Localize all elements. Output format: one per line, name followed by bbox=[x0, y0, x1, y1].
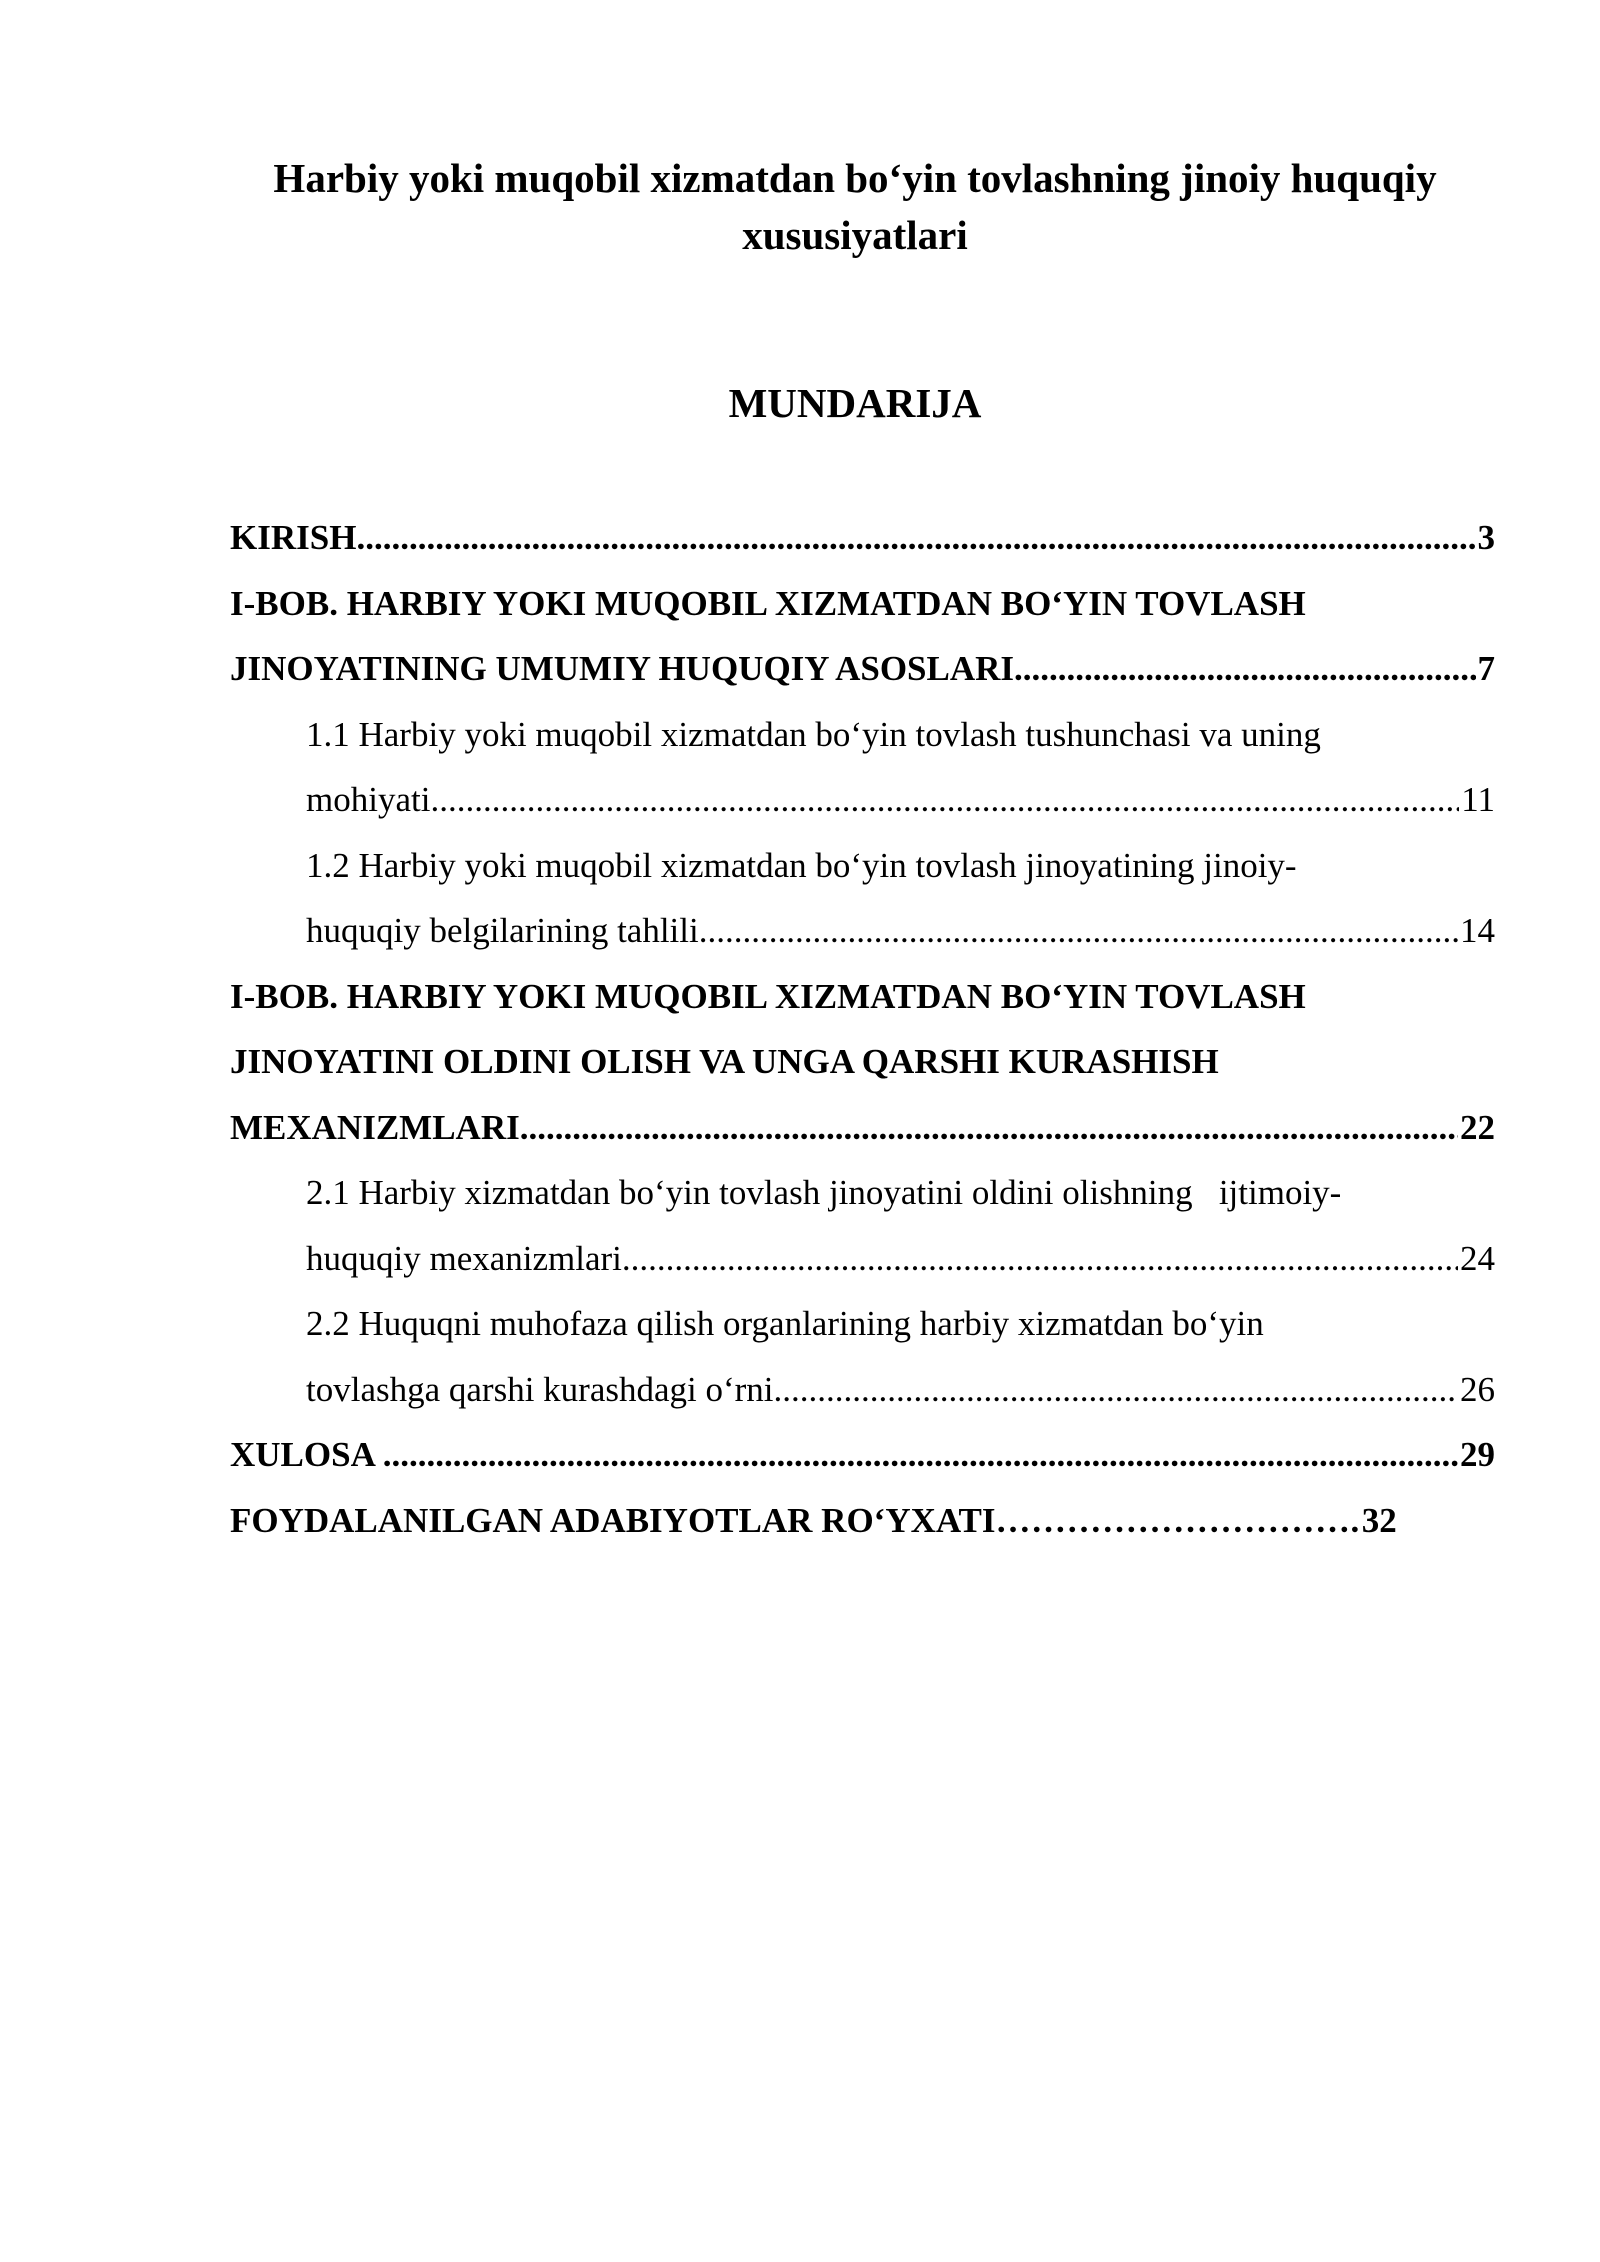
dot-leader bbox=[430, 767, 1459, 833]
toc-entry-label: mohiyati bbox=[306, 780, 431, 819]
toc-entry-label: huquqiy belgilarining tahlili bbox=[306, 911, 699, 950]
toc-entry-label: 2.1 Harbiy xizmatdan bo‘yin tovlash jinoyatini oldini olishning ijtimoiy- bbox=[306, 1173, 1342, 1212]
dot-leader: …………………………. bbox=[995, 1500, 1360, 1540]
toc-entry-label: XULOSA bbox=[230, 1435, 383, 1474]
dot-leader bbox=[520, 1095, 1458, 1161]
toc-entry-chapter-2[interactable] bbox=[230, 964, 1495, 1161]
dot-leader bbox=[383, 1422, 1458, 1488]
table-of-contents bbox=[230, 505, 1495, 1553]
dot-leader bbox=[1014, 636, 1475, 702]
toc-entry-label: huquqiy mexanizmlari bbox=[306, 1238, 622, 1278]
toc-entry-chapter-1[interactable] bbox=[230, 571, 1495, 702]
toc-page-number: 22 bbox=[1460, 1107, 1495, 1147]
document-title: Harbiy yoki muqobil xizmatdan bo‘yin tovlashning jinoiy huquqiy xususiyatlari bbox=[273, 155, 1437, 258]
toc-heading: MUNDARIJA bbox=[728, 380, 982, 426]
dot-leader bbox=[699, 898, 1458, 964]
toc-page-number: 7 bbox=[1477, 649, 1495, 688]
toc-page-number: 14 bbox=[1460, 911, 1495, 950]
toc-entry-section-1-2[interactable] bbox=[306, 833, 1495, 964]
toc-entry-xulosa[interactable] bbox=[230, 1422, 1495, 1488]
toc-page-number: 3 bbox=[1477, 518, 1495, 557]
toc-entry-label: tovlashga qarshi kurashdagi o‘rni bbox=[306, 1369, 774, 1409]
toc-entry-label: FOYDALANILGAN ADABIYOTLAR RO‘YXATI bbox=[230, 1500, 996, 1540]
toc-entry-label: 2.2 Huquqni muhofaza qilish organlarining harbiy xizmatdan bo‘yin bbox=[306, 1304, 1264, 1343]
toc-page-number: 24 bbox=[1460, 1238, 1495, 1278]
toc-entry-section-2-2[interactable] bbox=[306, 1291, 1495, 1422]
dot-leader bbox=[622, 1226, 1458, 1292]
toc-entry-label: MEXANIZMLARI bbox=[230, 1107, 520, 1147]
toc-entry-kirish[interactable] bbox=[230, 505, 1495, 571]
toc-entry-section-2-1[interactable] bbox=[306, 1160, 1495, 1291]
toc-page-number: 26 bbox=[1460, 1369, 1495, 1409]
toc-entry-label: I-BOB. HARBIY YOKI MUQOBIL XIZMATDAN BO‘YIN TOVLASH bbox=[230, 976, 1306, 1016]
toc-entry-label: 1.2 Harbiy yoki muqobil xizmatdan bo‘yin tovlash jinoyatining jinoiy- bbox=[306, 845, 1297, 885]
dot-leader bbox=[774, 1357, 1458, 1423]
toc-entry-label: JINOYATINI OLDINI OLISH VA UNGA QARSHI KURASHISH bbox=[230, 1042, 1219, 1081]
dot-leader bbox=[356, 505, 1475, 571]
toc-page-number: 32 bbox=[1361, 1500, 1397, 1540]
toc-page-number: 11 bbox=[1461, 780, 1495, 819]
toc-entry-label: JINOYATINING UMUMIY HUQUQIY ASOSLARI bbox=[230, 649, 1015, 688]
toc-entry-label: KIRISH bbox=[230, 518, 357, 557]
toc-entry-adabiyotlar[interactable] bbox=[230, 1488, 1495, 1554]
toc-page-number: 29 bbox=[1460, 1435, 1495, 1474]
toc-entry-label: 1.1 Harbiy yoki muqobil xizmatdan bo‘yin tovlash tushunchasi va uning bbox=[306, 714, 1321, 754]
toc-entry-section-1-1[interactable] bbox=[306, 702, 1495, 833]
toc-entry-label: I-BOB. HARBIY YOKI MUQOBIL XIZMATDAN BO‘YIN TOVLASH bbox=[230, 583, 1306, 623]
